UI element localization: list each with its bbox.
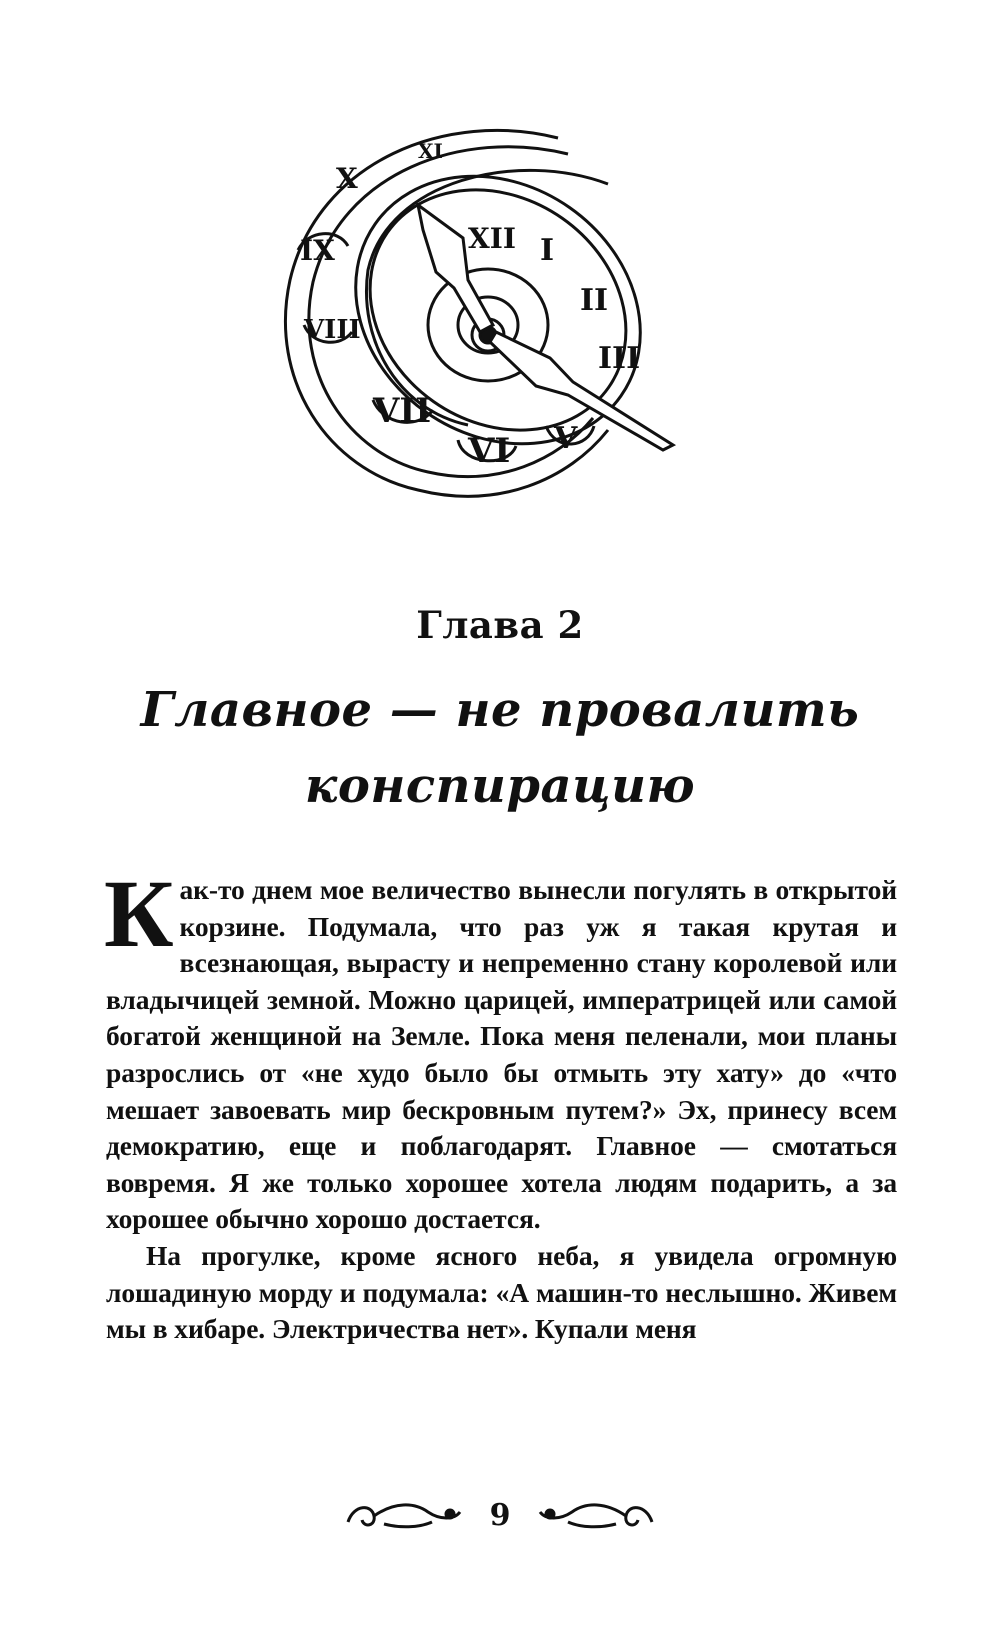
clock-numeral-v: V <box>554 421 578 456</box>
drop-cap: К <box>104 860 174 967</box>
paragraph-1 <box>104 860 897 1238</box>
clock-numeral-ii: II <box>580 283 609 318</box>
paragraph-2: На прогулке, кроме ясного неба, я увидела огромную лошадиную морду и подумала: «А машин-то неслышно. Живем мы в хибаре. Электричества нет». Купали меня <box>106 1239 897 1345</box>
clock-numeral-xii: XII <box>468 222 516 255</box>
page-footer <box>0 1490 1000 1540</box>
clock-numeral-vi: VI <box>468 431 511 471</box>
chapter-number: Глава 2 <box>416 603 584 647</box>
clock-numeral-x: X <box>336 162 358 195</box>
clock-numeral-i: I <box>540 233 555 268</box>
clock-numeral-vii: VII <box>373 391 432 431</box>
flourish-ornament-icon <box>536 1498 656 1532</box>
chapter-title-line-2: конспирацию <box>304 758 696 814</box>
chapter-title <box>100 672 900 824</box>
flourish-ornament-icon <box>344 1498 464 1532</box>
chapter-title-line-1: Главное — не провалить <box>140 682 860 738</box>
body-text <box>104 860 897 1348</box>
clock-numeral-xi: XI <box>418 139 443 163</box>
page-number: 9 <box>489 1497 511 1533</box>
clock-numeral-viii: VIII <box>304 315 361 345</box>
paragraph-1-text: ак-то днем мое величество вынесли погулять в открытой корзине. Подумала, что раз уж я такая крутая и всезнающая, вырасту и непременно стану королевой или владычицей земной. Можно царицей, императрицей или самой богатой женщиной на Земле. Пока меня пеленали, мои планы разрослись от «не худо было бы отмыть эту хату» до «что мешает завоевать мир бескровным путем?» Эх, принесу всем демократию, еще и поблагодарят. Главное — смотаться вовремя. Я же только хорошее хотела людям подарить, а за хорошее обычно хорошо достается. <box>106 874 897 1235</box>
clock-numeral-iii: III <box>598 341 641 376</box>
clock-numeral-ix: IX <box>300 234 335 267</box>
clock-face-illustration <box>268 110 708 550</box>
